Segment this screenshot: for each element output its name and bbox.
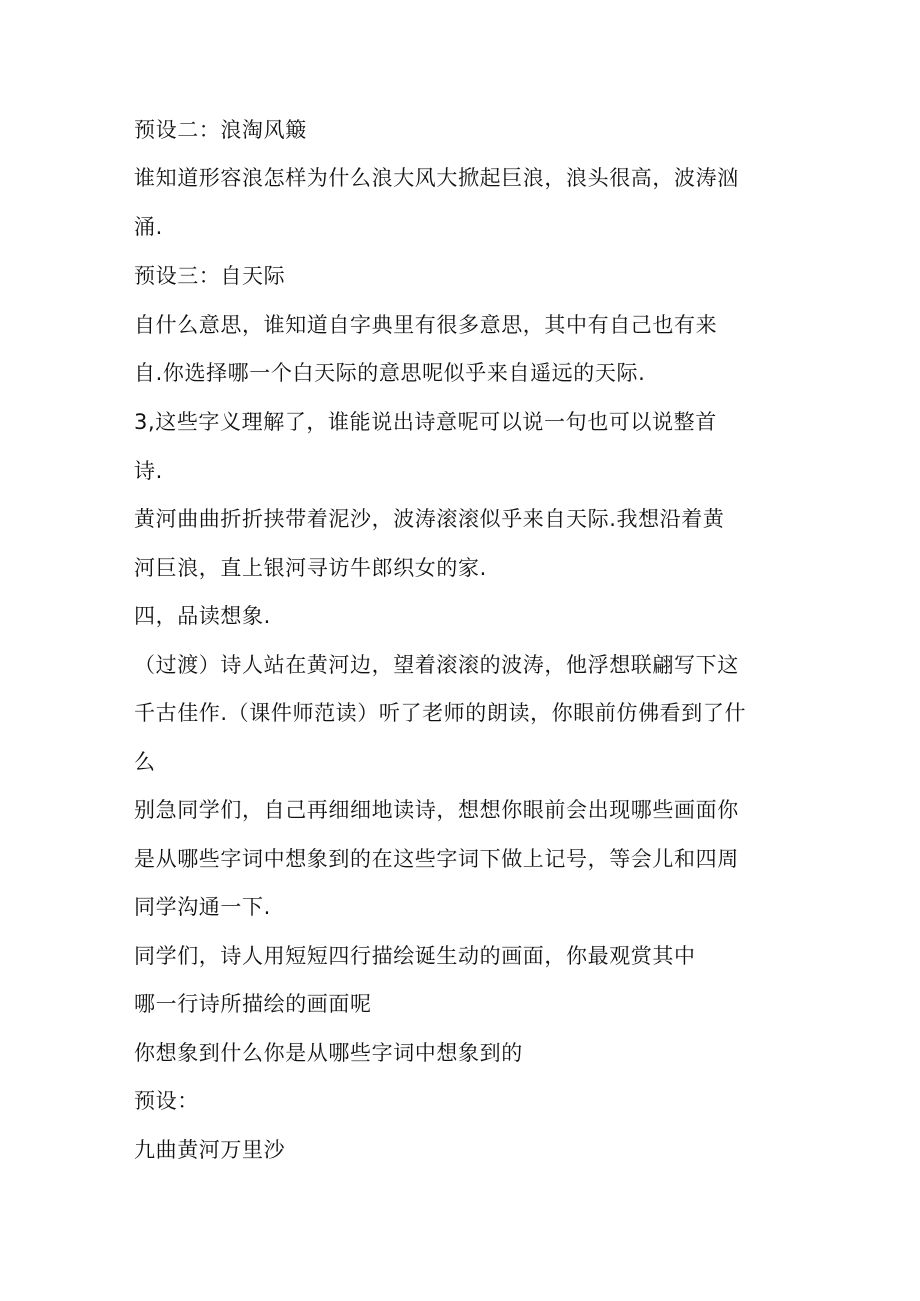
text-line: 别急同学们，自己再细细地读诗，想想你眼前会出现哪些画面你: [134, 798, 739, 822]
text-line: 同学们，诗人用短短四行描绘诞生动的画面，你最观赏其中: [134, 944, 696, 968]
text-line: 诗.: [134, 459, 163, 483]
text-line: 么: [134, 750, 156, 774]
text-line: 哪一行诗所描绘的画面呢: [134, 992, 372, 1016]
text-line: 千古佳作.（课件师范读）听了老师的朗读，你眼前仿佛看到了什: [134, 701, 747, 725]
subheading-preset-two: 预设二：浪淘风簸: [134, 118, 307, 142]
text-line: 你想象到什么你是从哪些字词中想象到的: [134, 1041, 523, 1065]
text-line: 3,这些字义理解了，谁能说出诗意呢可以说一句也可以说整首: [134, 410, 717, 434]
text-line: 自什么意思，谁知道自字典里有很多意思，其中有自己也有来: [134, 313, 718, 337]
text-line: 同学沟通一下.: [134, 895, 271, 919]
subheading-preset: 预设：: [134, 1089, 199, 1113]
text-line: 是从哪些字词中想象到的在这些字词下做上记号，等会儿和四周: [134, 847, 739, 871]
section-heading: 四，品读想象.: [134, 604, 271, 628]
poem-line: 九曲黄河万里沙: [134, 1138, 286, 1162]
subheading-preset-three: 预设三：自天际: [134, 264, 286, 288]
text-line: 自.你选择哪一个白天际的意思呢似乎来自遥远的天际.: [134, 361, 646, 385]
text-line: 涌.: [134, 215, 163, 239]
text-line: 谁知道形容浪怎样为什么浪大风大掀起巨浪，浪头很高，波涛汹: [134, 166, 739, 190]
text-line: （过渡）诗人站在黄河边，望着滚滚的波涛，他浮想联翩写下这: [134, 653, 739, 677]
text-line: 河巨浪，直上银河寻访牛郎织女的家.: [134, 556, 487, 580]
text-line: 黄河曲曲折折挟带着泥沙，波涛滚滚似乎来自天际.我想沿着黄: [134, 507, 725, 531]
